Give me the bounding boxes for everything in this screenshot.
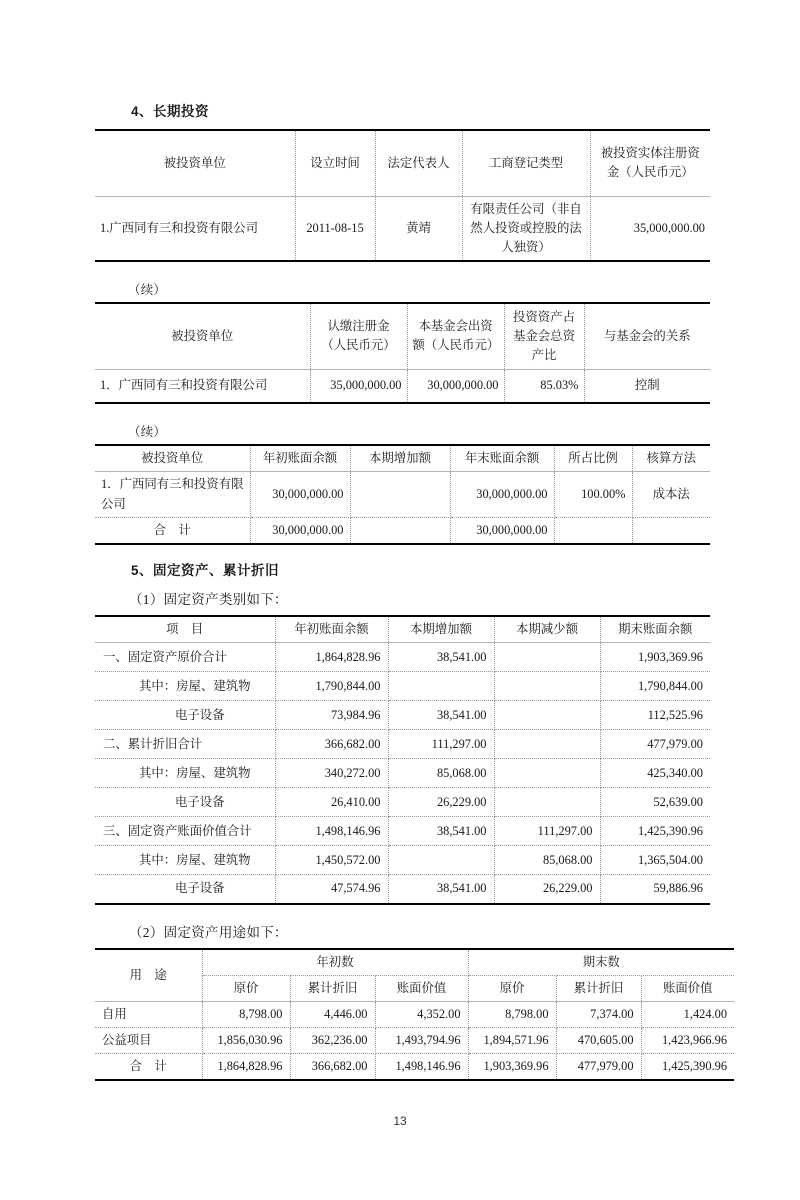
- cell-foundation-contribution: 30,000,000.00: [407, 369, 504, 403]
- col-header-accounting-method: 核算方法: [632, 445, 710, 472]
- col-header-closing-balance: 期末账面余额: [600, 616, 710, 643]
- table-total-row: [95, 517, 710, 544]
- cell-opening-balance: 366,682.00: [275, 730, 388, 759]
- cell-opening-accum-depreciation: 362,236.00: [290, 1028, 375, 1054]
- col-header-foundation-contribution: 本基金会出资额（人民币元）: [407, 303, 504, 369]
- cell-item: 其中：房屋、建筑物: [95, 759, 275, 788]
- cell-item: 二、累计折旧合计: [95, 730, 275, 759]
- col-header-registered-capital: 被投资实体注册资金（人民币元）: [590, 130, 710, 196]
- table-row: [95, 817, 710, 846]
- col-header-relationship: 与基金会的关系: [584, 303, 710, 369]
- cell-opening-balance: 340,272.00: [275, 759, 388, 788]
- cell-opening-balance: 1,790,844.00: [275, 672, 388, 701]
- cell-period-increase: 26,229.00: [388, 788, 494, 817]
- col-header-opening-book-value: 账面价值: [375, 975, 468, 1001]
- long-term-investment-table-1: [95, 129, 710, 262]
- cell-relationship: 控制: [634, 378, 660, 393]
- page-content: [95, 100, 728, 1081]
- cell-registration-type: 有限责任公司（非自然人投资或控股的法人独资）: [462, 196, 590, 261]
- table-total-row: [95, 1054, 734, 1080]
- cell-closing-balance: 477,979.00: [600, 730, 710, 759]
- cell-total-opening-original-cost: 1,864,828.96: [202, 1054, 290, 1080]
- cell-investee: 1．广西同有三和投资有限公司: [95, 472, 250, 517]
- table-row: [95, 1002, 734, 1028]
- col-header-establish-date: 设立时间: [295, 130, 375, 196]
- col-header-period-decrease: 本期减少额: [494, 616, 600, 643]
- table-header-row: [95, 445, 710, 472]
- col-header-registration-type: 工商登记类型: [462, 130, 590, 196]
- cell-closing-balance: 1,425,390.96: [600, 817, 710, 846]
- cell-closing-balance: 52,639.00: [600, 788, 710, 817]
- cell-total-label: 合 计: [95, 1054, 202, 1080]
- cell-investee: 1.广西同有三和投资有限公司: [95, 196, 295, 261]
- table-row: [95, 730, 710, 759]
- col-header-closing-original-cost: 原价: [468, 975, 556, 1001]
- cell-closing-accum-depreciation: 7,374.00: [556, 1002, 641, 1028]
- table-row: [95, 875, 710, 904]
- cell-total-period-increase: [350, 517, 450, 544]
- fixed-asset-usage-table: [95, 948, 734, 1081]
- cell-total-closing-balance: 30,000,000.00: [450, 517, 554, 544]
- table-row: [95, 1028, 734, 1054]
- cell-asset-ratio: 85.03%: [504, 369, 584, 403]
- col-header-legal-rep: 法定代表人: [375, 130, 462, 196]
- table-header-row: [95, 303, 710, 369]
- cell-total-accounting-method: [632, 517, 710, 544]
- col-header-opening-accum-depreciation: 累计折旧: [290, 975, 375, 1001]
- cell-period-decrease: [494, 672, 600, 701]
- long-term-investment-table-3: [95, 444, 710, 545]
- cell-period-decrease: [494, 643, 600, 672]
- cell-closing-balance: 1,790,844.00: [600, 672, 710, 701]
- cell-period-increase: 85,068.00: [388, 759, 494, 788]
- table-row: [95, 369, 710, 403]
- col-group-header-opening: 年初数: [202, 949, 468, 976]
- col-header-period-increase: 本期增加额: [350, 445, 450, 472]
- cell-establish-date: 2011-08-15: [295, 196, 375, 261]
- subsection-title-fixed-asset-usage: （2）固定资产用途如下：: [129, 924, 288, 940]
- cell-opening-original-cost: 8,798.00: [202, 1002, 290, 1028]
- cell-investee: 1．广西同有三和投资有限公司: [95, 369, 310, 403]
- cell-period-increase: 38,541.00: [388, 701, 494, 730]
- section-heading-fixed-assets: 5、固定资产、累计折旧: [131, 563, 280, 579]
- cell-item: 电子设备: [95, 875, 275, 904]
- cell-total-label: 合 计: [95, 517, 250, 544]
- cell-period-decrease: [494, 730, 600, 759]
- cell-period-decrease: 85,068.00: [494, 846, 600, 875]
- cell-period-decrease: [494, 701, 600, 730]
- table-header-row: [95, 616, 710, 643]
- col-header-item: 项 目: [95, 616, 275, 643]
- cell-closing-original-cost: 1,894,571.96: [468, 1028, 556, 1054]
- table-header-group-row: [95, 949, 734, 976]
- cell-total-closing-book-value: 1,425,390.96: [661, 1058, 728, 1073]
- col-header-asset-ratio: 投资资产占基金会总资产比: [504, 303, 584, 369]
- cell-opening-balance: 26,410.00: [275, 788, 388, 817]
- col-header-subscribed-capital: 认缴注册金（人民币元）: [310, 303, 407, 369]
- col-group-header-closing: 期末数: [468, 949, 734, 976]
- cell-opening-balance: 1,864,828.96: [275, 643, 388, 672]
- cell-period-decrease: [494, 759, 600, 788]
- cell-proportion: 100.00%: [554, 472, 632, 517]
- col-header-investee: 被投资单位: [95, 445, 250, 472]
- col-header-closing-balance: 年末账面余额: [450, 445, 554, 472]
- cell-usage: 公益项目: [95, 1028, 202, 1054]
- cell-period-increase: [388, 672, 494, 701]
- cell-opening-balance: 1,498,146.96: [275, 817, 388, 846]
- fixed-asset-category-table: [95, 615, 710, 905]
- cell-item: 三、固定资产账面价值合计: [95, 817, 275, 846]
- cell-total-opening-accum-depreciation: 366,682.00: [290, 1054, 375, 1080]
- col-header-opening-original-cost: 原价: [202, 975, 290, 1001]
- cell-opening-balance: 73,984.96: [275, 701, 388, 730]
- cell-total-proportion: [554, 517, 632, 544]
- table-row: [95, 701, 710, 730]
- cell-period-increase: 38,541.00: [388, 875, 494, 904]
- long-term-investment-table-2: [95, 302, 710, 404]
- cell-item: 电子设备: [95, 701, 275, 730]
- cell-total-opening-book-value: 1,498,146.96: [375, 1054, 468, 1080]
- col-header-usage: 用 途: [95, 949, 202, 1002]
- cell-closing-balance: 425,340.00: [600, 759, 710, 788]
- cell-total-closing-original-cost: 1,903,369.96: [468, 1054, 556, 1080]
- cell-period-decrease: 111,297.00: [494, 817, 600, 846]
- cell-period-decrease: [494, 788, 600, 817]
- col-header-closing-book-value: 账面价值: [641, 975, 734, 1001]
- cell-closing-book-value: 1,423,966.96: [641, 1028, 734, 1054]
- col-header-closing-accum-depreciation: 累计折旧: [556, 975, 641, 1001]
- col-header-period-increase: 本期增加额: [388, 616, 494, 643]
- cell-subscribed-capital: 35,000,000.00: [310, 369, 407, 403]
- section-heading-long-term-investment: 4、长期投资: [131, 104, 210, 119]
- page-number: 13: [393, 1114, 407, 1128]
- cell-period-increase: 38,541.00: [388, 817, 494, 846]
- cell-opening-book-value: 1,493,794.96: [375, 1028, 468, 1054]
- cell-closing-balance: 1,365,504.00: [600, 846, 710, 875]
- cell-closing-balance: 1,903,369.96: [600, 643, 710, 672]
- cell-closing-book-value: 1,424.00: [641, 1002, 734, 1028]
- cell-item: 电子设备: [95, 788, 275, 817]
- cell-accounting-method: 成本法: [632, 472, 710, 517]
- cell-total-closing-accum-depreciation: 477,979.00: [556, 1054, 641, 1080]
- cell-opening-balance: 1,450,572.00: [275, 846, 388, 875]
- table-row: [95, 472, 710, 517]
- cell-legal-rep: 黄靖: [375, 196, 462, 261]
- table-row: [95, 846, 710, 875]
- cell-closing-balance: 112,525.96: [600, 701, 710, 730]
- cell-usage: 自用: [95, 1002, 202, 1028]
- cell-period-increase: [388, 846, 494, 875]
- col-header-opening-balance: 年初账面余额: [275, 616, 388, 643]
- cell-opening-accum-depreciation: 4,446.00: [290, 1002, 375, 1028]
- cell-period-increase: 38,541.00: [388, 643, 494, 672]
- cell-closing-accum-depreciation: 470,605.00: [556, 1028, 641, 1054]
- cell-opening-book-value: 4,352.00: [375, 1002, 468, 1028]
- cell-total-opening-balance: 30,000,000.00: [250, 517, 350, 544]
- cell-closing-original-cost: 8,798.00: [468, 1002, 556, 1028]
- cell-opening-balance: 30,000,000.00: [250, 472, 350, 517]
- subsection-title-fixed-asset-categories: （1）固定资产类别如下：: [129, 592, 288, 608]
- cell-period-increase: [350, 472, 450, 517]
- cell-closing-balance: 59,886.96: [653, 881, 703, 896]
- cell-opening-original-cost: 1,856,030.96: [202, 1028, 290, 1054]
- table-row: [95, 643, 710, 672]
- continuation-label-2: （续）: [128, 425, 167, 440]
- cell-item: 一、固定资产原价合计: [95, 643, 275, 672]
- table-row: [95, 788, 710, 817]
- cell-registered-capital: 35,000,000.00: [633, 220, 705, 235]
- col-header-investee: 被投资单位: [95, 303, 310, 369]
- cell-period-decrease: 26,229.00: [494, 875, 600, 904]
- table-row: [95, 196, 710, 261]
- continuation-label-1: （续）: [128, 283, 167, 298]
- cell-closing-balance: 30,000,000.00: [450, 472, 554, 517]
- cell-period-increase: 111,297.00: [388, 730, 494, 759]
- table-header-row: [95, 130, 710, 196]
- col-header-opening-balance: 年初账面余额: [250, 445, 350, 472]
- table-row: [95, 672, 710, 701]
- cell-opening-balance: 47,574.96: [275, 875, 388, 904]
- col-header-proportion: 所占比例: [554, 445, 632, 472]
- table-row: [95, 759, 710, 788]
- cell-item: 其中：房屋、建筑物: [95, 846, 275, 875]
- col-header-investee: 被投资单位: [95, 130, 295, 196]
- cell-item: 其中：房屋、建筑物: [95, 672, 275, 701]
